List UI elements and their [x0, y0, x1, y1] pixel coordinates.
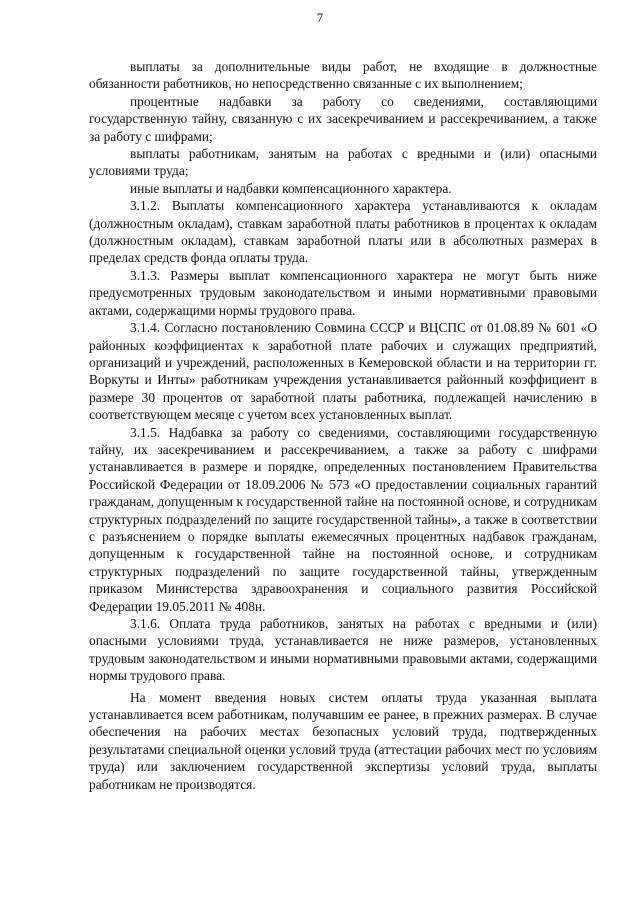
- paragraph: иные выплаты и надбавки компенсационного характера.: [130, 180, 452, 196]
- paragraph: процентные надбавки за работу со сведениями, составляющими государственную тайну, связанную с их засекречиванием и рассекречиванием, а также за работу с шифрами;: [89, 93, 597, 144]
- paragraph-3-1-5: 3.1.5. Надбавка за работу со сведениями, составляющими государственную тайну, их засекречиванием и рассекречиванием, а также за работу с шифрами устанавливается в размере и порядке, определенных постановлением Правительства Российской Федерации от 18.09.2006 № 573 «О предоставлении социальных гарантий гражданам, допущенным к государственной тайне на постоянной основе, и сотрудникам структурных подразделений по защите государственной тайны», а также в соответствии с разъяснением о порядке выплаты ежемесячных процентных надбавок гражданам, допущенным к государственной тайне на постоянной основе, и сотрудникам структурных подразделений по защите государственной тайны, утвержденным приказом Министерства здравоохранения и социального развития Российской Федерации 19.05.2011 № 408н.: [89, 424, 597, 614]
- paragraph: выплаты за дополнительные виды работ, не входящие в должностные обязанности работников, но непосредственно связанные с их выполнением;: [89, 59, 597, 92]
- page-number: 7: [316, 10, 324, 25]
- paragraph-3-1-2: 3.1.2. Выплаты компенсационного характера устанавливаются к окладам (должностным окладам), ставкам заработной платы работников в процентах к окладам (должностным окладам), ставкам заработной платы или в абсолютных размерах в пределах средств фонда оплаты труда.: [89, 198, 597, 266]
- document-body: [89, 58, 597, 793]
- paragraph: выплаты работникам, занятым на работах с вредными и (или) опасными условиями труда;: [89, 146, 597, 179]
- paragraph: На момент введения новых систем оплаты труда указанная выплата устанавливается всем работникам, получавшим ее ранее, в прежних размерах. В случае обеспечения на рабочих местах безопасных условий труда, подтвержденных результатами специальной оценки условий труда (аттестации рабочих мест по условиям труда) или заключением государственной экспертизы условий труда, выплаты работникам не производятся.: [89, 689, 597, 792]
- paragraph-3-1-6: 3.1.6. Оплата труда работников, занятых на работах с вредными и (или) опасными условиями труда, устанавливается не ниже размеров, установленных трудовым законодательством и иными нормативными правовыми актами, содержащими нормы трудового права.: [89, 616, 597, 684]
- paragraph-3-1-4: 3.1.4. Согласно постановлению Совмина СССР и ВЦСПС от 01.08.89 № 601 «О районных коэффициентах к заработной плате рабочих и служащих предприятий, организаций и учреждений, расположенных в Кемеровской области и на территории гг. Воркуты и Инты» работникам учреждения устанавливается районный коэффициент в размере 30 процентов от заработной платы работника, подлежащей начислению в соответствующем месяце с учетом всех установленных выплат.: [89, 320, 597, 423]
- paragraph-3-1-3: 3.1.3. Размеры выплат компенсационного характера не могут быть ниже предусмотренных трудовым законодательством и иными нормативными правовыми актами, содержащими нормы трудового права.: [89, 267, 597, 318]
